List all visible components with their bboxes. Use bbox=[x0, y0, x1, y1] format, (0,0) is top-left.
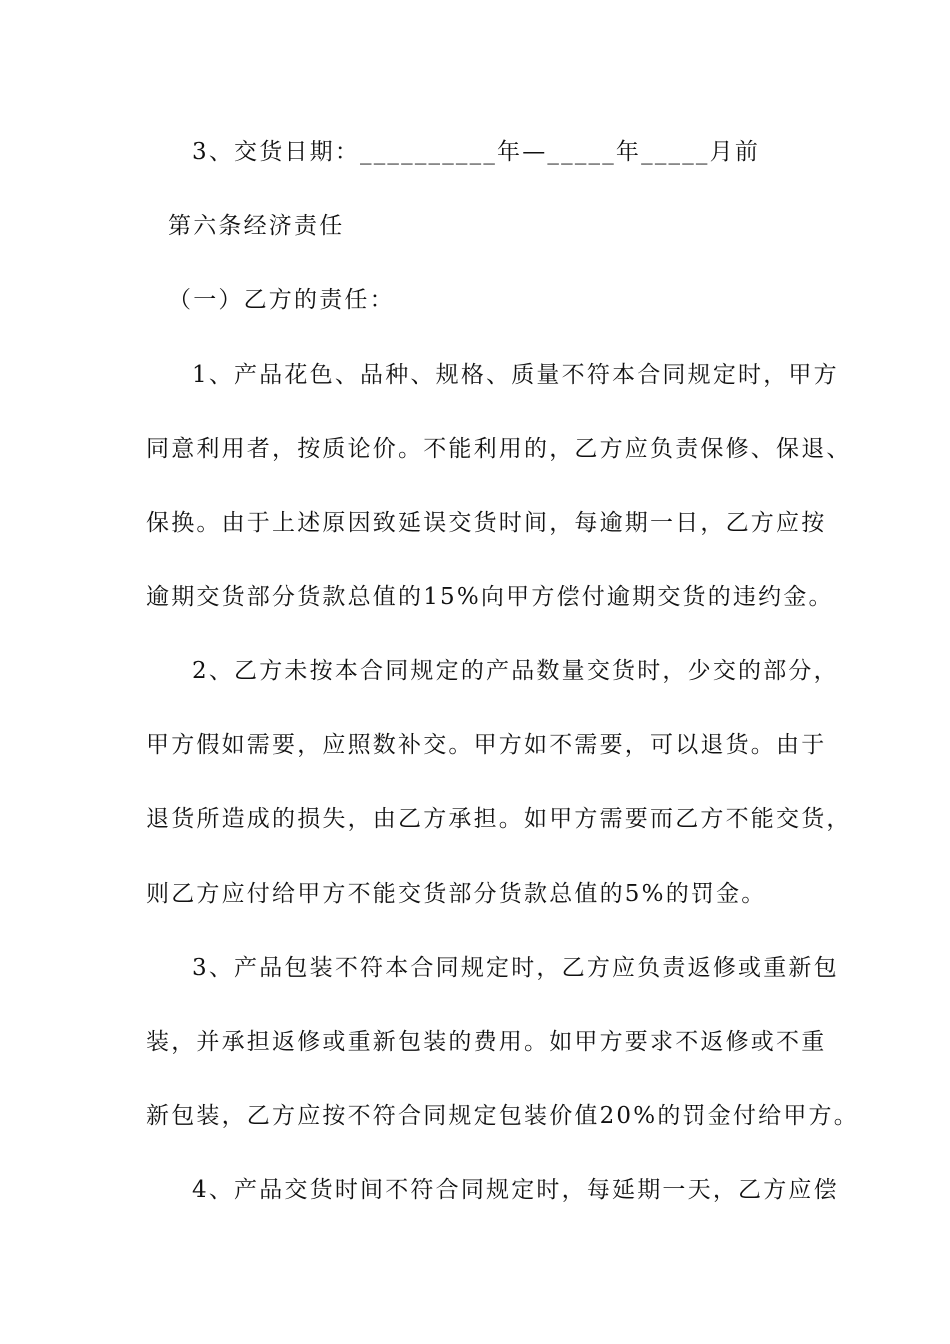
paragraph-2-line-4: 则乙方应付给甲方不能交货部分货款总值的5%的罚金。 bbox=[146, 881, 767, 907]
paragraph-3-line-1: 3、产品包装不符本合同规定时，乙方应负责返修或重新包 bbox=[192, 955, 839, 981]
paragraph-1-line-1: 1、产品花色、品种、规格、质量不符本合同规定时，甲方 bbox=[192, 362, 839, 388]
paragraph-1-line-3: 保换。由于上述原因致延误交货时间，每逾期一日，乙方应按 bbox=[146, 510, 827, 536]
paragraph-3-line-2: 装，并承担返修或重新包装的费用。如甲方要求不返修或不重 bbox=[146, 1029, 827, 1055]
delivery-date-line: 3、交货日期：__________年—_____年_____月前 bbox=[192, 139, 761, 165]
paragraph-3-line-3: 新包装，乙方应按不符合同规定包装价值20%的罚金付给甲方。 bbox=[146, 1103, 859, 1129]
paragraph-2-line-3: 退货所造成的损失，由乙方承担。如甲方需要而乙方不能交货， bbox=[146, 806, 852, 832]
paragraph-2-line-1: 2、乙方未按本合同规定的产品数量交货时，少交的部分， bbox=[192, 658, 839, 684]
paragraph-1-line-4: 逾期交货部分货款总值的15%向甲方偿付逾期交货的违约金。 bbox=[146, 584, 834, 610]
subsection-heading-party-b: （一）乙方的责任： bbox=[168, 287, 395, 313]
section-heading-article-6: 第六条经济责任 bbox=[168, 213, 345, 239]
paragraph-2-line-2: 甲方假如需要，应照数补交。甲方如不需要，可以退货。由于 bbox=[146, 732, 827, 758]
paragraph-4-line-1: 4、产品交货时间不符合同规定时，每延期一天，乙方应偿 bbox=[192, 1177, 839, 1203]
paragraph-1-line-2: 同意利用者，按质论价。不能利用的，乙方应负责保修、保退、 bbox=[146, 436, 852, 462]
